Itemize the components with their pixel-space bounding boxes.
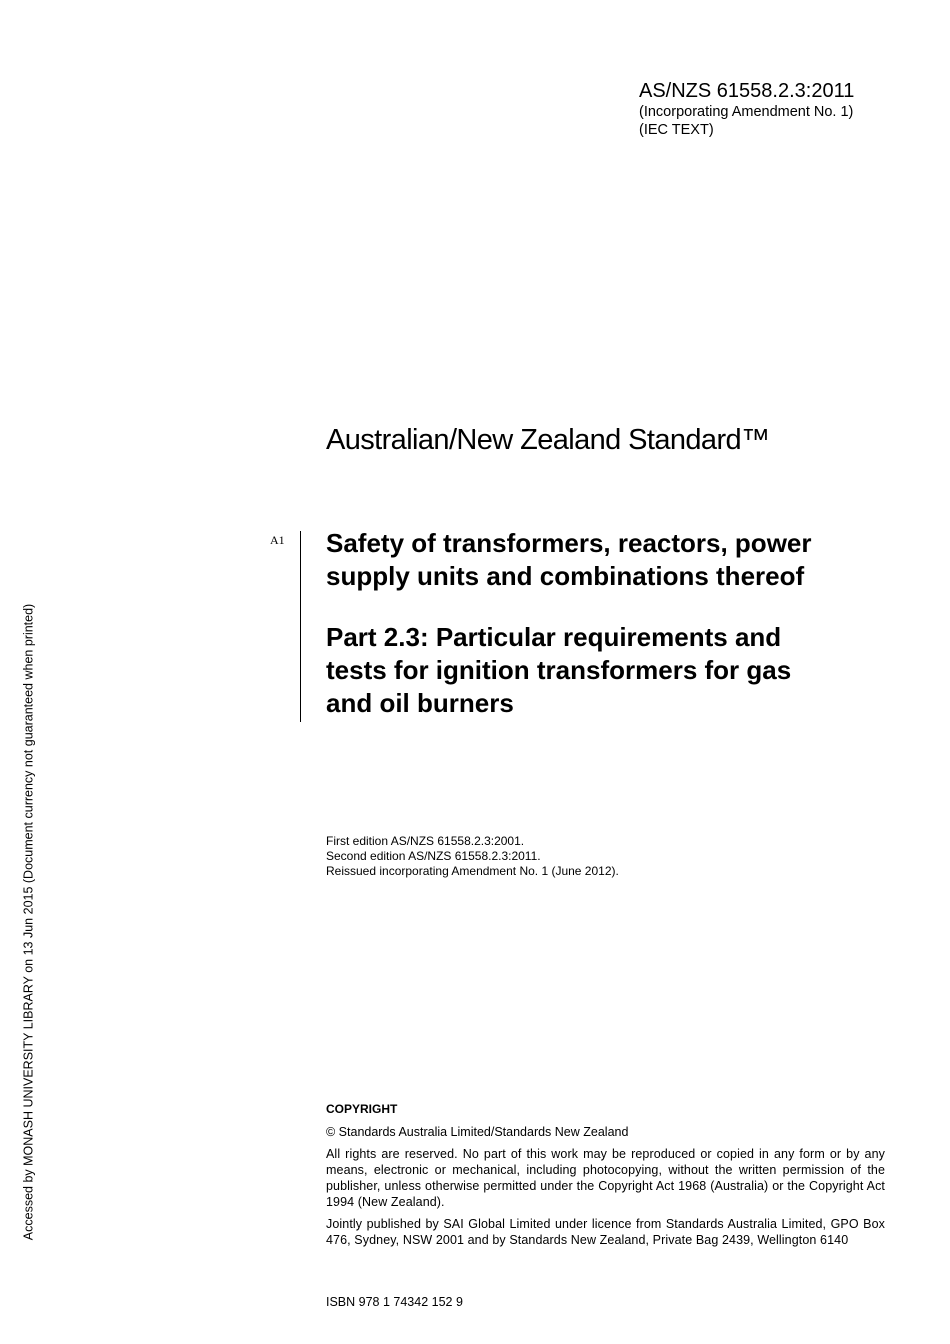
edition-note-second: Second edition AS/NZS 61558.2.3:2011. bbox=[326, 849, 541, 863]
copyright-owner: © Standards Australia Limited/Standards New Zealand bbox=[326, 1125, 629, 1139]
amendment-note: (Incorporating Amendment No. 1) bbox=[639, 104, 854, 120]
amendment-marker: A1 bbox=[270, 533, 285, 547]
edition-note-first: First edition AS/NZS 61558.2.3:2001. bbox=[326, 834, 525, 848]
copyright-heading: COPYRIGHT bbox=[326, 1102, 398, 1116]
part-title-line-3: and oil burners bbox=[326, 688, 514, 718]
publisher-paragraph: Jointly published by SAI Global Limited under licence from Standards Australia Limited, GPO Box 476, Sydney, NSW 2001 and by Standards New Zealand, Private Bag 2439, Wellington 6140 bbox=[326, 1217, 885, 1247]
access-watermark-note: Accessed by MONASH UNIVERSITY LIBRARY on 13 Jun 2015 (Document currency not guaranteed when printed) bbox=[21, 603, 36, 1241]
amendment-change-bar bbox=[300, 531, 301, 722]
iec-text-note: (IEC TEXT) bbox=[639, 122, 714, 138]
copyright-rights-paragraph: All rights are reserved. No part of this work may be reproduced or copied in any form or by any means, electronic or mechanical, including photocopying, without the written permission of the publisher, unless otherwise permitted under the Copyright Act 1968 (Australia) or the Copyright Act 1994 (New Zealand). bbox=[326, 1147, 885, 1209]
isbn: ISBN 978 1 74342 152 9 bbox=[326, 1295, 463, 1309]
edition-note-reissue: Reissued incorporating Amendment No. 1 (June 2012). bbox=[326, 864, 619, 878]
standard-type-heading: Australian/New Zealand Standard™ bbox=[326, 424, 770, 456]
part-title-line-1: Part 2.3: Particular requirements and bbox=[326, 622, 782, 652]
standard-designation: AS/NZS 61558.2.3:2011 bbox=[639, 80, 855, 102]
title-line-1: Safety of transformers, reactors, power bbox=[326, 528, 812, 558]
part-title-line-2: tests for ignition transformers for gas bbox=[326, 655, 792, 685]
title-line-2: supply units and combinations thereof bbox=[326, 561, 805, 591]
